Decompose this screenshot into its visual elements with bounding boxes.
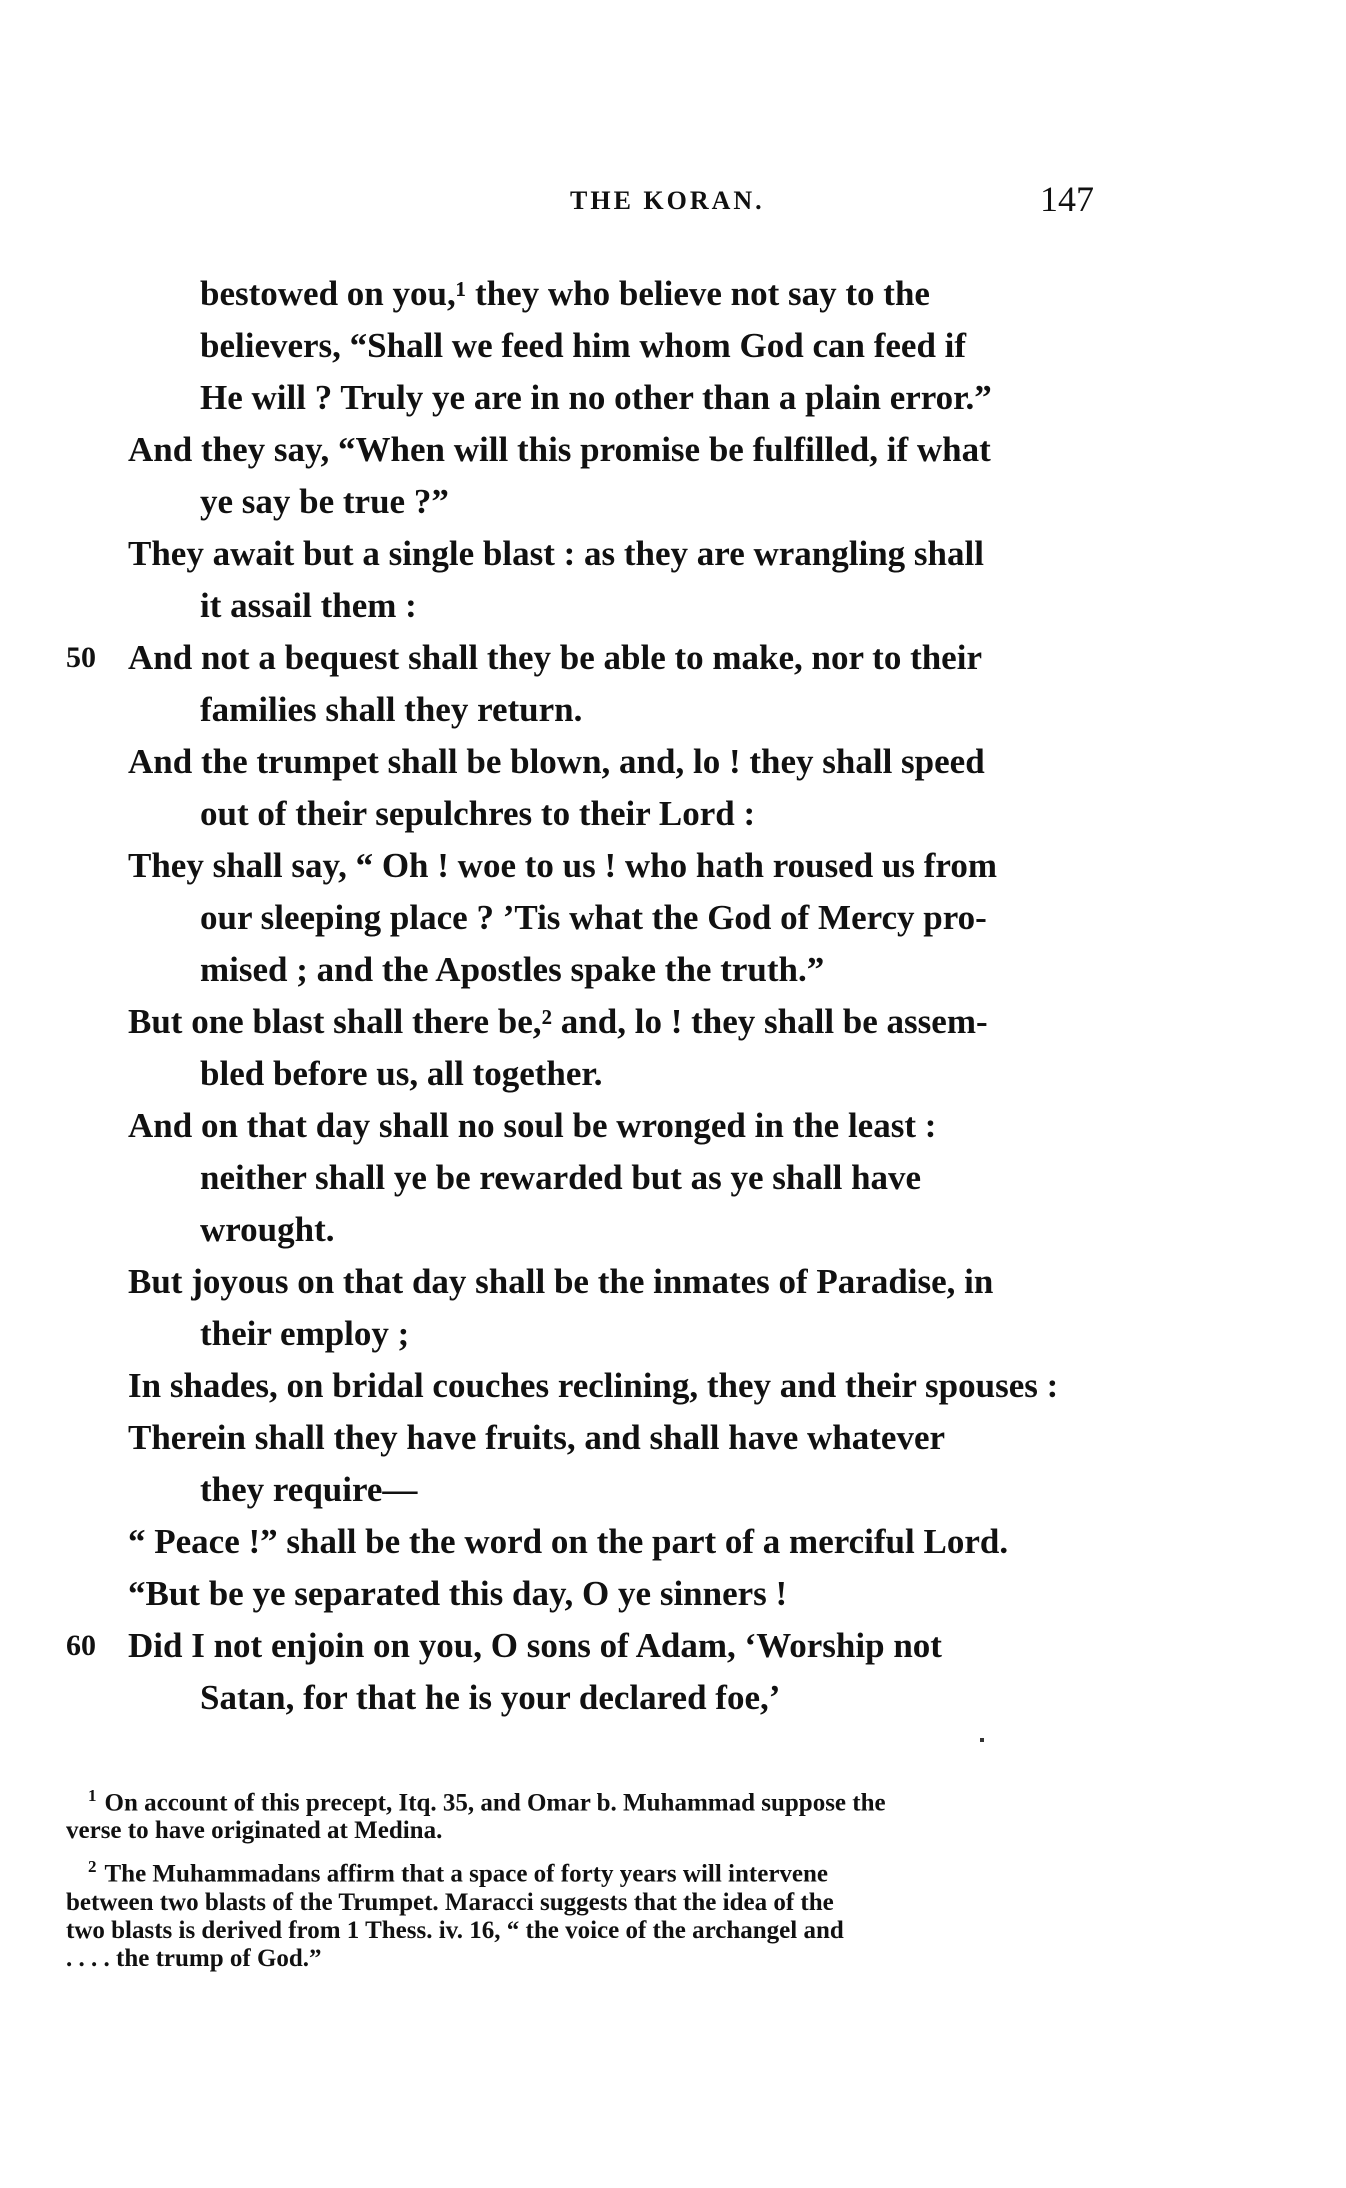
footnote-line: The Muhammadans affirm that a space of forty years will intervene [104,1860,829,1888]
footnote [66,1782,1106,1845]
verse [128,1568,1128,1620]
verse-line: But one blast shall there be,² and, lo ! they shall be assem- [128,1002,988,1041]
footnote [66,1853,1106,1972]
verse-line: neither shall ye be rewarded but as ye shall have [200,1158,922,1197]
footnote-line: two blasts is derived from 1 Thess. iv. 16, “ the voice of the archangel and [66,1916,844,1944]
verse [66,1620,1128,1724]
footnote-marker: 1 [88,1786,97,1805]
footnote-line: verse to have originated at Medina. [66,1817,443,1845]
footnotes [66,1782,1106,1981]
verse-line: In shades, on bridal couches reclining, they and their spouses : [128,1366,1059,1405]
verse [66,632,1128,736]
verse-line: mised ; and the Apostles spake the truth.” [200,950,825,989]
verse [128,1256,1128,1360]
verse-line: believers, “Shall we feed him whom God can feed if [200,326,967,365]
verse-line: bestowed on you,¹ they who believe not say to the [200,274,930,313]
verse [128,996,1128,1100]
verse-line: out of their sepulchres to their Lord : [200,794,756,833]
verse-line: Did I not enjoin on you, O sons of Adam, ‘Worship not [128,1626,942,1665]
verse-line: He will ? Truly ye are in no other than a plain error.” [200,378,992,417]
verse-line: And not a bequest shall they be able to make, nor to their [128,638,982,677]
verse-line: bled before us, all together. [200,1054,603,1093]
verse [128,1516,1128,1568]
verse [128,1412,1128,1516]
verse-line: their employ ; [200,1314,410,1353]
verse-line: Satan, for that he is your declared foe,’ [200,1678,781,1717]
verse [128,424,1128,528]
verse-line: And on that day shall no soul be wronged in the least : [128,1106,937,1145]
verse-line: “ Peace !” shall be the word on the part of a merciful Lord. [128,1522,1009,1561]
page-header [0,178,1346,228]
footnote-marker: 2 [88,1857,97,1877]
verse-line: But joyous on that day shall be the inmates of Paradise, in [128,1262,994,1301]
verse-line: wrought. [200,1210,335,1249]
footnote-line: . . . . the trump of God.” [66,1944,322,1972]
verse-line: And the trumpet shall be blown, and, lo ! they shall speed [128,742,985,781]
page-number: 147 [1040,179,1094,219]
footnote-divider [980,1738,984,1742]
verse-line: it assail them : [200,586,417,625]
verse-line: ye say be true ?” [200,482,449,521]
verse [128,840,1128,996]
verse-line: families shall they return. [200,690,583,729]
verse [128,1100,1128,1256]
footnote-line: between two blasts of the Trumpet. Maracci suggests that the idea of the [66,1888,834,1916]
verse-line: And they say, “When will this promise be fulfilled, if what [128,430,991,469]
verse-line: they require— [200,1470,418,1509]
verse-line: Therein shall they have fruits, and shall have whatever [128,1418,946,1457]
verse [128,736,1128,840]
running-title: THE KORAN. [570,186,765,215]
footnote-line: On account of this precept, Itq. 35, and Omar b. Muhammad suppose the [104,1789,886,1817]
verse-number: 60 [66,1629,96,1662]
verse-number: 50 [66,641,96,674]
verse-line: “But be ye separated this day, O ye sinners ! [128,1574,788,1613]
verse [128,1360,1128,1412]
verse [128,268,1128,424]
verse-line: They shall say, “ Oh ! woe to us ! who hath roused us from [128,846,997,885]
verse [128,528,1128,632]
verse-line: our sleeping place ? ’Tis what the God of Mercy pro- [200,898,987,937]
verse-line: They await but a single blast : as they are wrangling shall [128,534,984,573]
verse-body [66,268,1128,1724]
